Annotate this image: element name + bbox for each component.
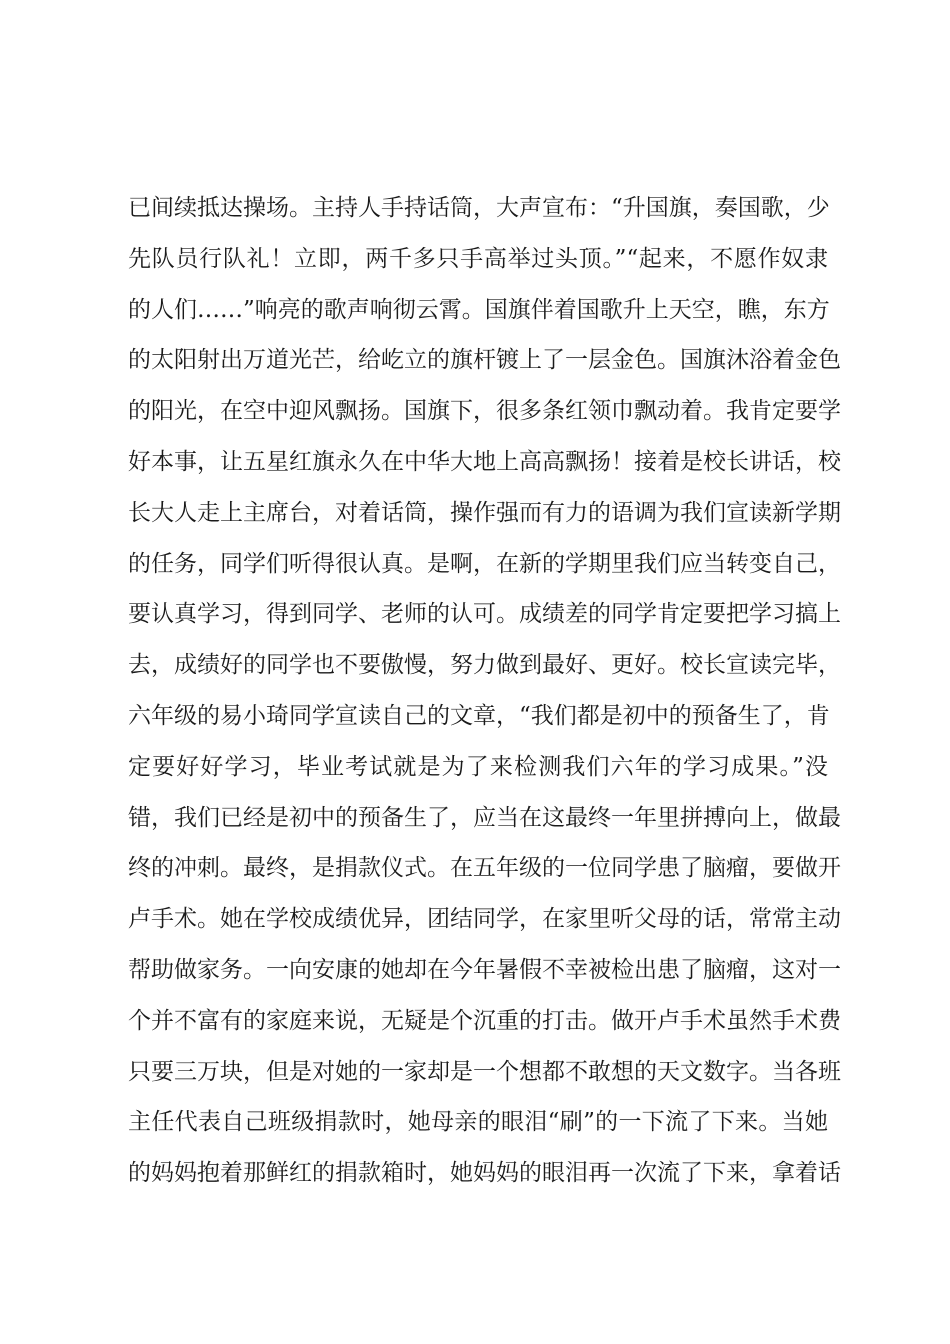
body-text [128, 183, 841, 1199]
text-line: 的阳光，在空中迎风飘扬。国旗下，很多条红领巾飘动着。我肯定要学 [128, 398, 841, 425]
text-line: 只要三万块，但是对她的一家却是一个想都不敢想的天文数字。当各班 [128, 1058, 841, 1085]
text-line: 六年级的易小琦同学宣读自己的文章，“我们都是初中的预备生了，肯 [128, 702, 830, 729]
text-line: 的妈妈抱着那鲜红的捐款箱时，她妈妈的眼泪再一次流了下来，拿着话 [128, 1160, 841, 1187]
text-line: 已间续抵达操场。主持人手持话筒，大声宣布：“升国旗，奏国歌，少 [128, 195, 830, 221]
text-line: 长大人走上主席台，对着话筒，操作强而有力的语调为我们宣读新学期 [128, 499, 841, 526]
text-line: 先队员行队礼！立即，两千多只手高举过头顶。”“起来，不愿作奴隶 [128, 245, 828, 272]
text-line: 的人们……”响亮的歌声响彻云霄。国旗伴着国歌升上天空，瞧，东方 [128, 296, 830, 323]
text-line: 主任代表自己班级捐款时，她母亲的眼泪“刷”的一下流了下来。当她 [128, 1109, 828, 1136]
text-line: 好本事，让五星红旗永久在中华大地上高高飘扬！接着是校长讲话，校 [128, 448, 841, 475]
text-line: 个并不富有的家庭来说，无疑是个沉重的打击。做开卢手术虽然手术费 [128, 1007, 841, 1034]
text-line: 的任务，同学们听得很认真。是啊，在新的学期里我们应当转变自己， [128, 550, 841, 577]
text-line: 定要好好学习，毕业考试就是为了来检测我们六年的学习成果。”没 [128, 753, 828, 780]
text-line: 错，我们已经是初中的预备生了，应当在这最终一年里拼搏向上，做最 [128, 804, 841, 831]
text-line: 要认真学习，得到同学、老师的认可。成绩差的同学肯定要把学习搞上 [128, 601, 841, 628]
text-line: 的太阳射出万道光芒，给屹立的旗杆镀上了一层金色。国旗沐浴着金色 [128, 347, 841, 374]
text-line: 卢手术。她在学校成绩优异，团结同学，在家里听父母的话，常常主动 [128, 906, 841, 933]
text-line: 帮助做家务。一向安康的她却在今年暑假不幸被检出患了脑瘤，这对一 [128, 956, 841, 983]
text-line: 去，成绩好的同学也不要傲慢，努力做到最好、更好。校长宣读完毕， [128, 652, 841, 679]
text-line: 终的冲刺。最终，是捐款仪式。在五年级的一位同学患了脑瘤，要做开 [128, 855, 841, 882]
